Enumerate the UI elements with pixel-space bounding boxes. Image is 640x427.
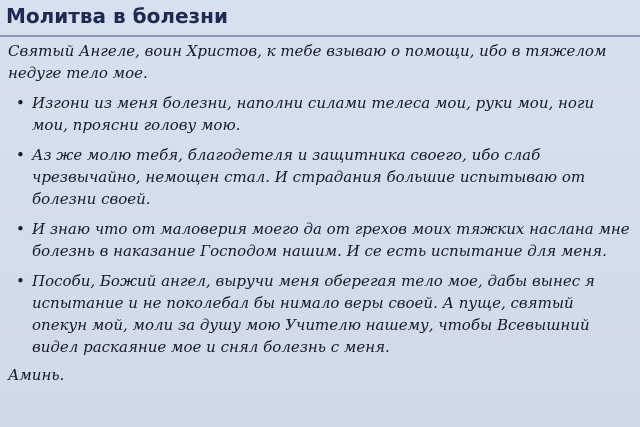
- list-item-text: Пособи, Божий ангел, выручи меня оберегая тело мое, дабы вынес я испытание и не поколебал бы нимало веры своей. А пуще, святый опекун мой, моли за душу мою Учителю нашему, чтобы Всевышний видел раскаяние мое и снял болезнь с меня.: [32, 272, 595, 356]
- title-divider: [0, 35, 640, 37]
- bullet-icon: •: [16, 272, 25, 290]
- prayer-body: [8, 40, 632, 386]
- list-item-text: Изгони из меня болезни, наполни силами телеса мои, руки мои, ноги мои, проясни голову мою.: [32, 94, 595, 134]
- prayer-list: [8, 92, 632, 358]
- list-item: [8, 92, 632, 136]
- list-item: [8, 144, 632, 210]
- bullet-icon: •: [16, 220, 25, 238]
- list-item: [8, 218, 632, 262]
- prayer-closing: Аминь.: [8, 366, 65, 384]
- list-item: [8, 270, 632, 358]
- list-item-text: И знаю что от маловерия моего да от грехов моих тяжких наслана мне болезнь в наказание Господом нашим. И се есть испытание для меня.: [32, 220, 630, 260]
- bullet-icon: •: [16, 146, 25, 164]
- bullet-icon: •: [16, 94, 25, 112]
- prayer-intro: Святый Ангеле, воин Христов, к тебе взываю о помощи, ибо в тяжелом недуге тело мое.: [8, 42, 607, 82]
- page-title: Молитва в болезни: [6, 4, 229, 28]
- list-item-text: Аз же молю тебя, благодетеля и защитника своего, ибо слаб чрезвычайно, немощен стал. И страдания большие испытываю от болезни своей.: [32, 146, 586, 208]
